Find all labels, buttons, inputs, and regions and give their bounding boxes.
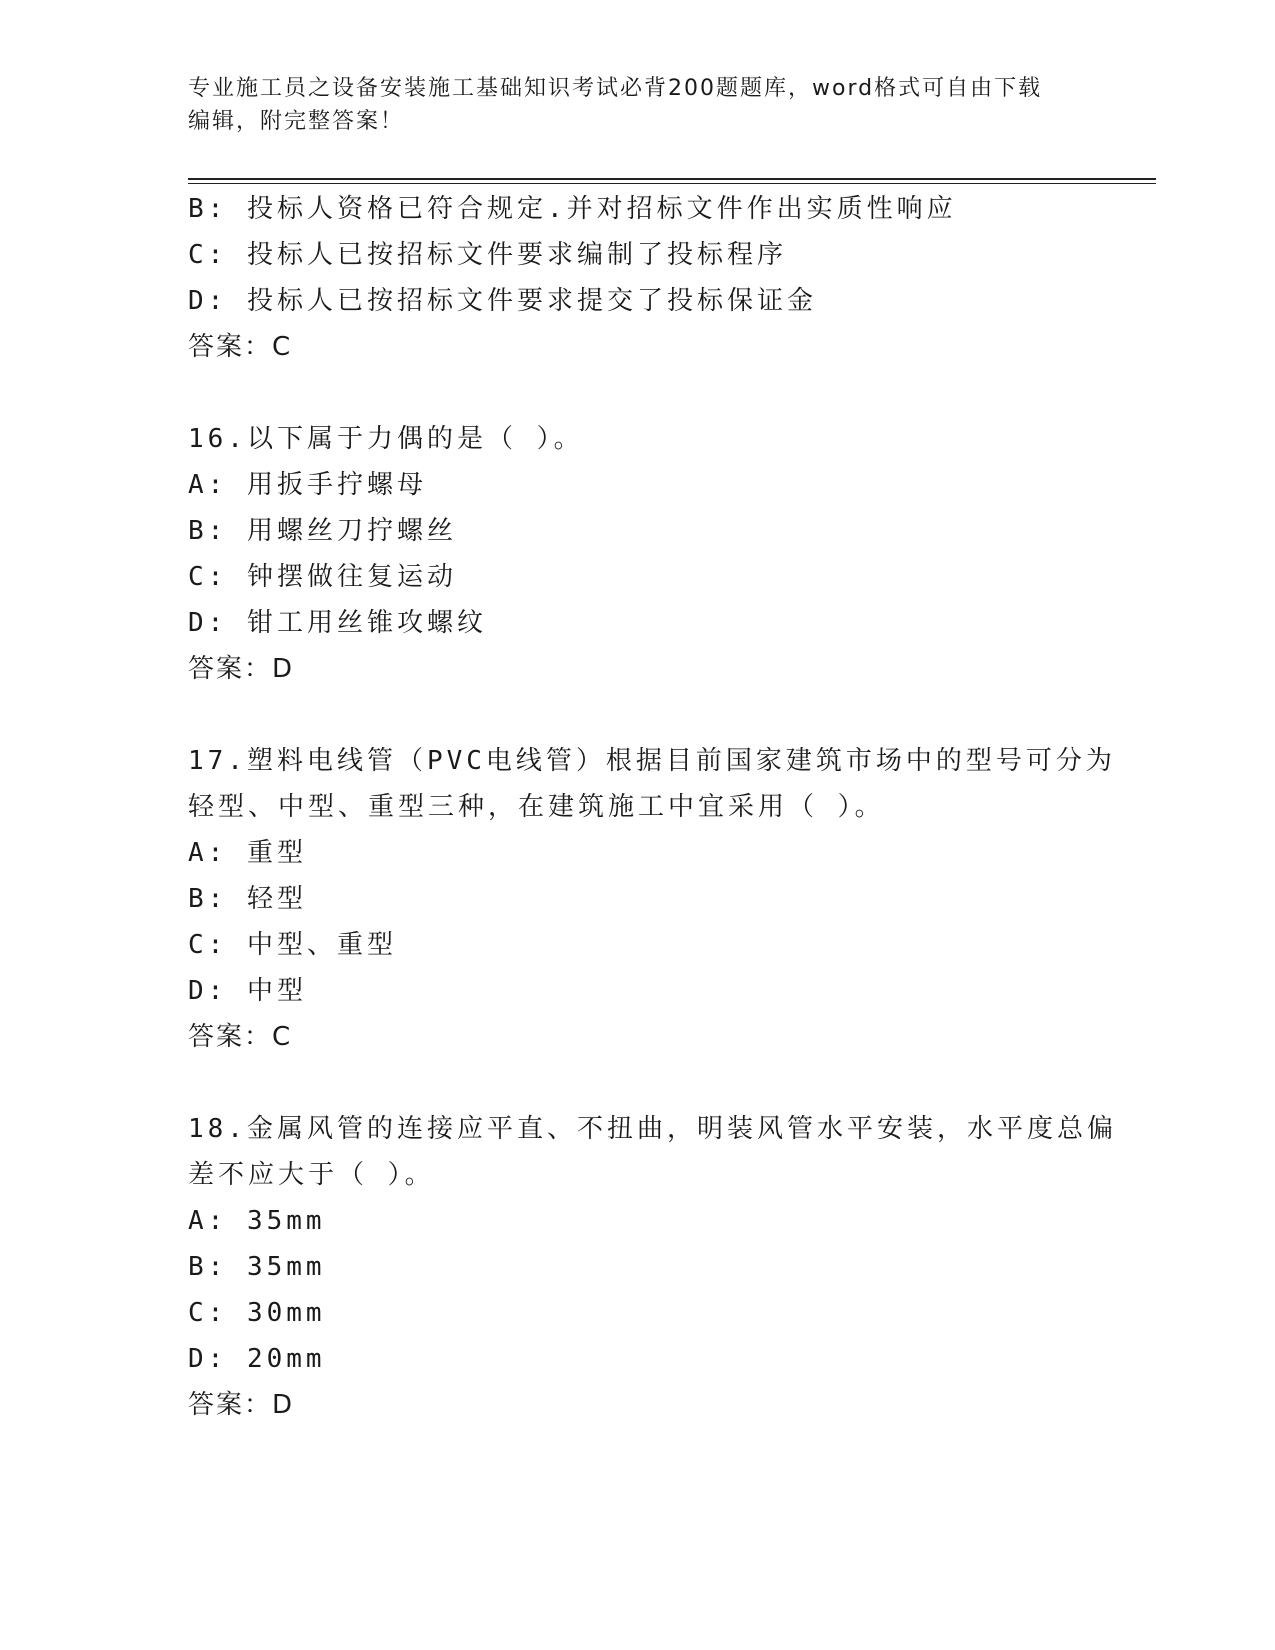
answer: 答案：C	[188, 1022, 293, 1052]
option-b: B: 用螺丝刀拧螺丝	[188, 516, 457, 546]
option-d: D: 投标人已按招标文件要求提交了投标保证金	[188, 286, 817, 316]
option-c: C: 钟摆做往复运动	[188, 562, 457, 592]
answer: 答案：C	[188, 332, 293, 362]
question-17	[188, 738, 1116, 1060]
option-c: C: 投标人已按招标文件要求编制了投标程序	[188, 240, 787, 270]
spacer	[188, 692, 1088, 738]
option-b: B: 轻型	[188, 884, 307, 914]
option-a: A: 重型	[188, 838, 307, 868]
header-line-1: 专业施工员之设备安装施工基础知识考试必背200题题库，word格式可自由下载	[188, 76, 1043, 101]
question-text-line-2: 轻型、中型、重型三种，在建筑施工中宜采用（ ）。	[188, 792, 885, 822]
question-16	[188, 416, 1088, 692]
option-a: A: 35mm	[188, 1206, 326, 1236]
question-text-line-2: 差不应大于（ ）。	[188, 1160, 435, 1190]
option-b: B: 35mm	[188, 1252, 326, 1282]
answer: 答案：D	[188, 654, 295, 684]
option-d: D: 中型	[188, 976, 307, 1006]
question-18	[188, 1106, 1117, 1428]
answer: 答案：D	[188, 1390, 295, 1420]
spacer	[188, 1060, 1088, 1106]
question-list	[188, 186, 1117, 1428]
header-line-2: 编辑，附完整答案！	[188, 109, 405, 134]
header-rule-thin	[188, 183, 1156, 184]
document-header	[188, 72, 1068, 138]
spacer	[188, 370, 1088, 416]
question-text-line-1: 17.塑料电线管（PVC电线管）根据目前国家建筑市场中的型号可分为	[188, 746, 1116, 776]
question-15	[188, 186, 1088, 370]
question-text: 16.以下属于力偶的是（ ）。	[188, 424, 584, 454]
option-a: A: 用扳手拧螺母	[188, 470, 427, 500]
question-text-line-1: 18.金属风管的连接应平直、不扭曲，明装风管水平安装，水平度总偏	[188, 1114, 1117, 1144]
option-c: C: 30mm	[188, 1298, 326, 1328]
header-rule-thick	[188, 178, 1156, 180]
option-b: B: 投标人资格已符合规定.并对招标文件作出实质性响应	[188, 194, 957, 224]
option-c: C: 中型、重型	[188, 930, 397, 960]
option-d: D: 钳工用丝锥攻螺纹	[188, 608, 487, 638]
option-d: D: 20mm	[188, 1344, 326, 1374]
